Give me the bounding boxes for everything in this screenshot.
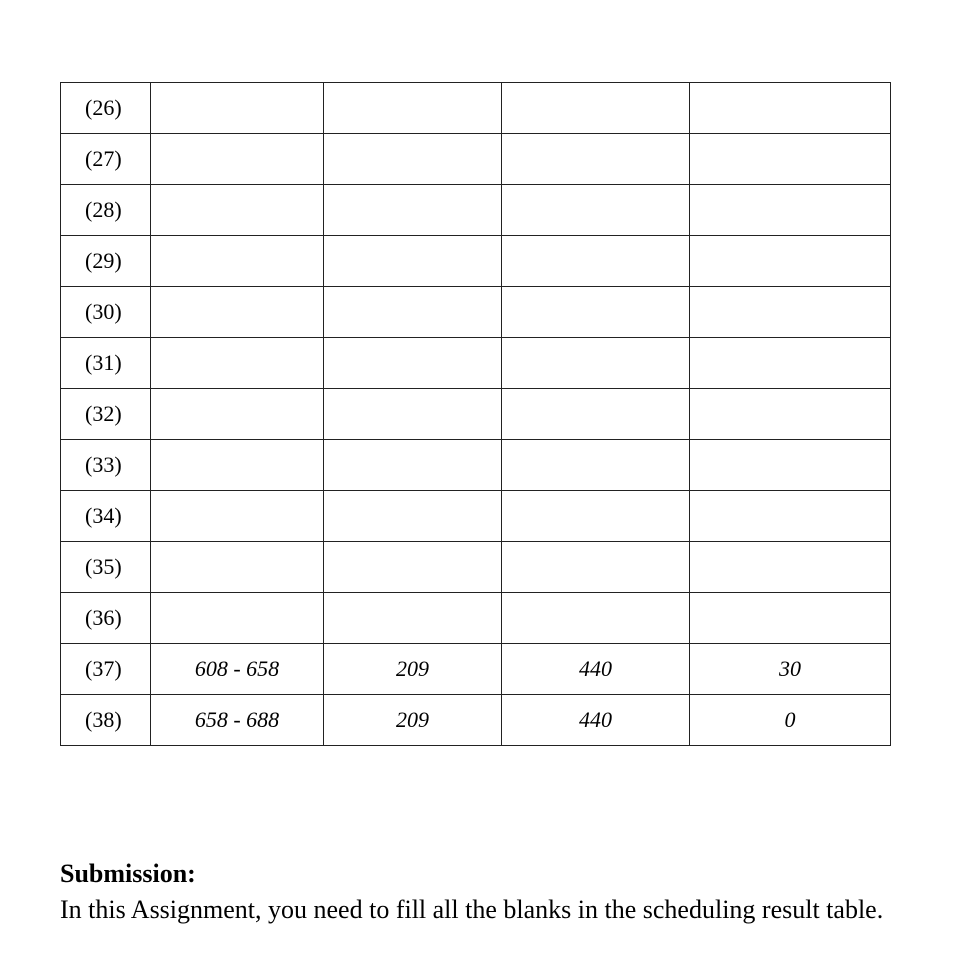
table-cell: 658 - 688 — [151, 695, 324, 746]
table-row — [61, 338, 891, 389]
table-cell: 30 — [690, 644, 891, 695]
row-label: (31) — [61, 338, 151, 389]
row-label: (37) — [61, 644, 151, 695]
table-cell — [502, 185, 690, 236]
table-row — [61, 440, 891, 491]
table-row — [61, 389, 891, 440]
table-cell — [151, 389, 324, 440]
submission-section — [60, 856, 900, 928]
row-label: (34) — [61, 491, 151, 542]
table-cell — [690, 287, 891, 338]
table-cell — [151, 83, 324, 134]
table-cell — [502, 287, 690, 338]
table-cell — [690, 389, 891, 440]
table-cell — [324, 185, 502, 236]
table-row — [61, 644, 891, 695]
table-row — [61, 185, 891, 236]
table-cell — [690, 134, 891, 185]
table-cell — [502, 338, 690, 389]
row-label: (28) — [61, 185, 151, 236]
row-label: (27) — [61, 134, 151, 185]
table-cell — [324, 83, 502, 134]
table-cell: 0 — [690, 695, 891, 746]
table-row — [61, 83, 891, 134]
table-cell — [151, 236, 324, 287]
table-cell — [151, 440, 324, 491]
table-cell — [690, 593, 891, 644]
table-cell — [502, 389, 690, 440]
row-label: (30) — [61, 287, 151, 338]
row-label: (32) — [61, 389, 151, 440]
submission-text: In this Assignment, you need to fill all the blanks in the scheduling result table. — [60, 895, 884, 924]
table-cell — [690, 491, 891, 542]
table-row — [61, 491, 891, 542]
table-row — [61, 542, 891, 593]
table-cell — [690, 440, 891, 491]
table-cell — [151, 134, 324, 185]
table-body — [61, 83, 891, 746]
table-cell — [151, 542, 324, 593]
row-label: (26) — [61, 83, 151, 134]
table-cell — [324, 389, 502, 440]
table-cell: 209 — [324, 644, 502, 695]
table-cell — [324, 287, 502, 338]
table-cell — [324, 134, 502, 185]
submission-heading: Submission: — [60, 859, 196, 888]
table-row — [61, 593, 891, 644]
table-cell: 440 — [502, 695, 690, 746]
table-row — [61, 134, 891, 185]
scheduling-result-table — [60, 82, 891, 746]
table-cell — [151, 185, 324, 236]
table-cell — [690, 236, 891, 287]
table-cell — [324, 440, 502, 491]
table-cell — [324, 236, 502, 287]
table-cell — [151, 338, 324, 389]
row-label: (36) — [61, 593, 151, 644]
table-cell — [690, 338, 891, 389]
row-label: (29) — [61, 236, 151, 287]
table-cell — [690, 83, 891, 134]
row-label: (35) — [61, 542, 151, 593]
table-cell — [502, 542, 690, 593]
table-cell: 608 - 658 — [151, 644, 324, 695]
table-cell — [502, 440, 690, 491]
table-row — [61, 695, 891, 746]
table-cell — [502, 236, 690, 287]
table-cell — [324, 593, 502, 644]
table-cell — [151, 593, 324, 644]
table-cell — [324, 491, 502, 542]
table-cell — [502, 593, 690, 644]
row-label: (33) — [61, 440, 151, 491]
table-cell: 440 — [502, 644, 690, 695]
table-cell — [324, 338, 502, 389]
table-cell — [151, 287, 324, 338]
table-row — [61, 287, 891, 338]
row-label: (38) — [61, 695, 151, 746]
table-cell — [502, 491, 690, 542]
table-cell — [690, 542, 891, 593]
table-cell: 209 — [324, 695, 502, 746]
table-cell — [690, 185, 891, 236]
table-cell — [502, 83, 690, 134]
table-cell — [151, 491, 324, 542]
table-row — [61, 236, 891, 287]
table-cell — [502, 134, 690, 185]
table-cell — [324, 542, 502, 593]
